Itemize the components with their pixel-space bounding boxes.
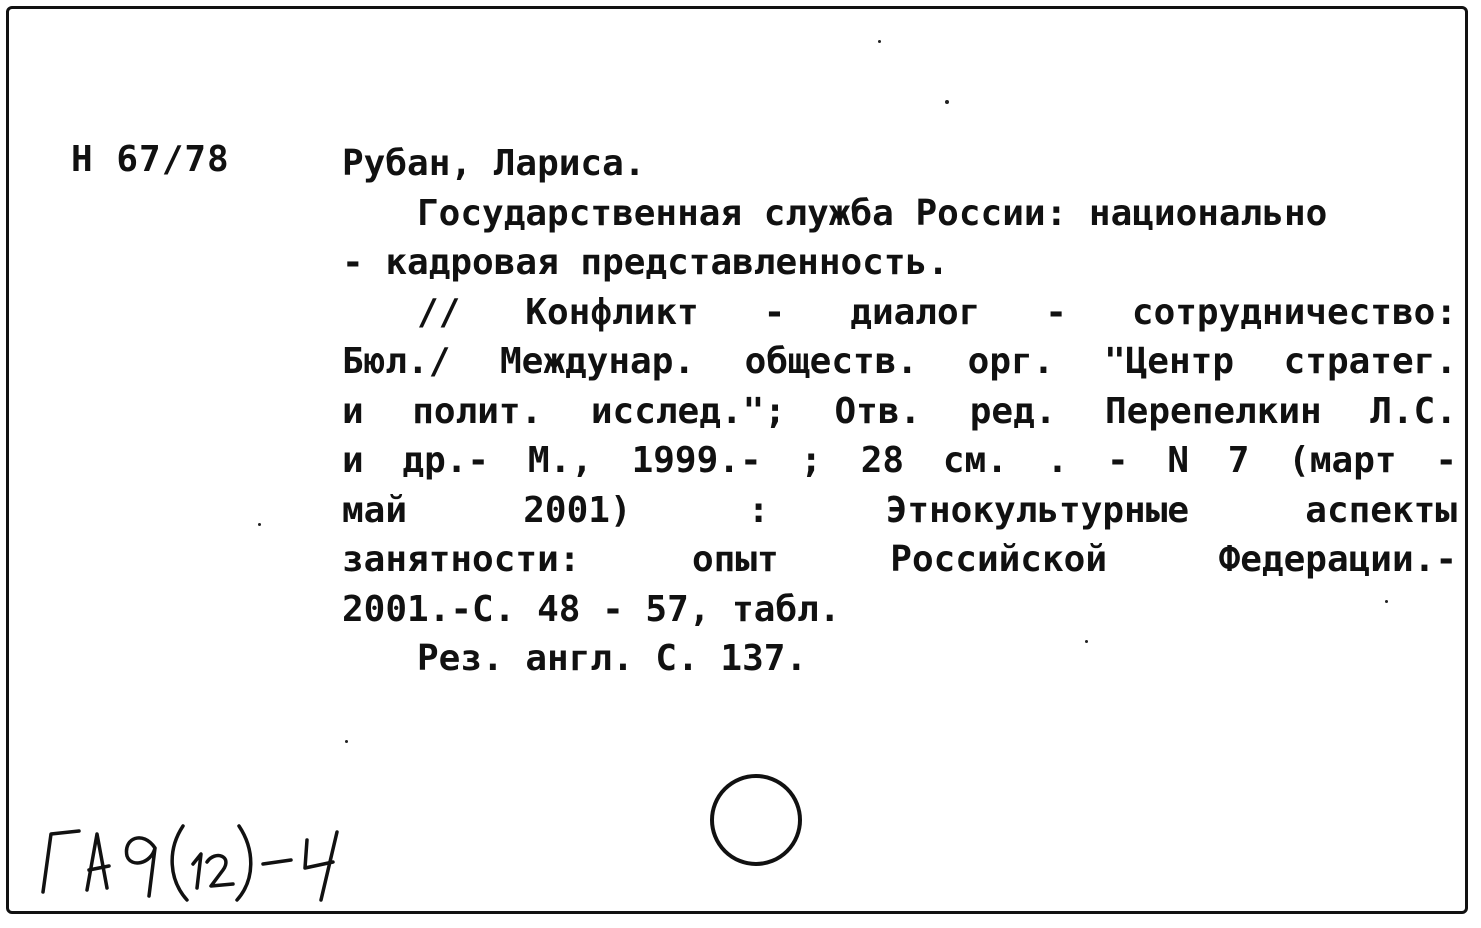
summary-note: Рез. англ. С. 137.	[417, 638, 808, 679]
source-line-1: // Конфликт - диалог - сотрудничество:	[417, 291, 1457, 333]
paper-speck	[878, 40, 881, 43]
paper-speck	[945, 100, 949, 104]
paper-speck	[345, 740, 348, 743]
paper-speck	[1085, 640, 1088, 643]
author-line: Рубан, Лариса.	[342, 143, 646, 184]
source-line-3: и полит. исслед."; Отв. ред. Перепелкин Л.С.	[342, 390, 1457, 432]
handwritten-code-drawing	[37, 804, 357, 904]
catalog-card	[6, 6, 1468, 914]
source-line-4: и др.- М., 1999.- ; 28 см. . - N 7 (март -	[342, 440, 1457, 481]
source-line-6: занятности: опыт Российской Федерации.-	[342, 539, 1457, 580]
bibliographic-entry	[342, 139, 1457, 684]
source-line-2: Бюл./ Междунар. обществ. орг. "Центр стратег.	[342, 341, 1457, 382]
shelfmark: Н 67/78	[71, 139, 230, 180]
punch-hole	[710, 774, 802, 866]
source-line-5: май 2001) : Этнокультурные аспекты	[342, 489, 1457, 531]
paper-speck	[1385, 600, 1388, 603]
title-line-1: Государственная служба России: национально	[417, 192, 1328, 234]
handwritten-classification-code	[37, 804, 357, 908]
source-line-7: 2001.-С. 48 - 57, табл.	[342, 588, 841, 630]
title-line-2: - кадровая представленность.	[342, 242, 949, 283]
paper-speck	[258, 523, 261, 526]
